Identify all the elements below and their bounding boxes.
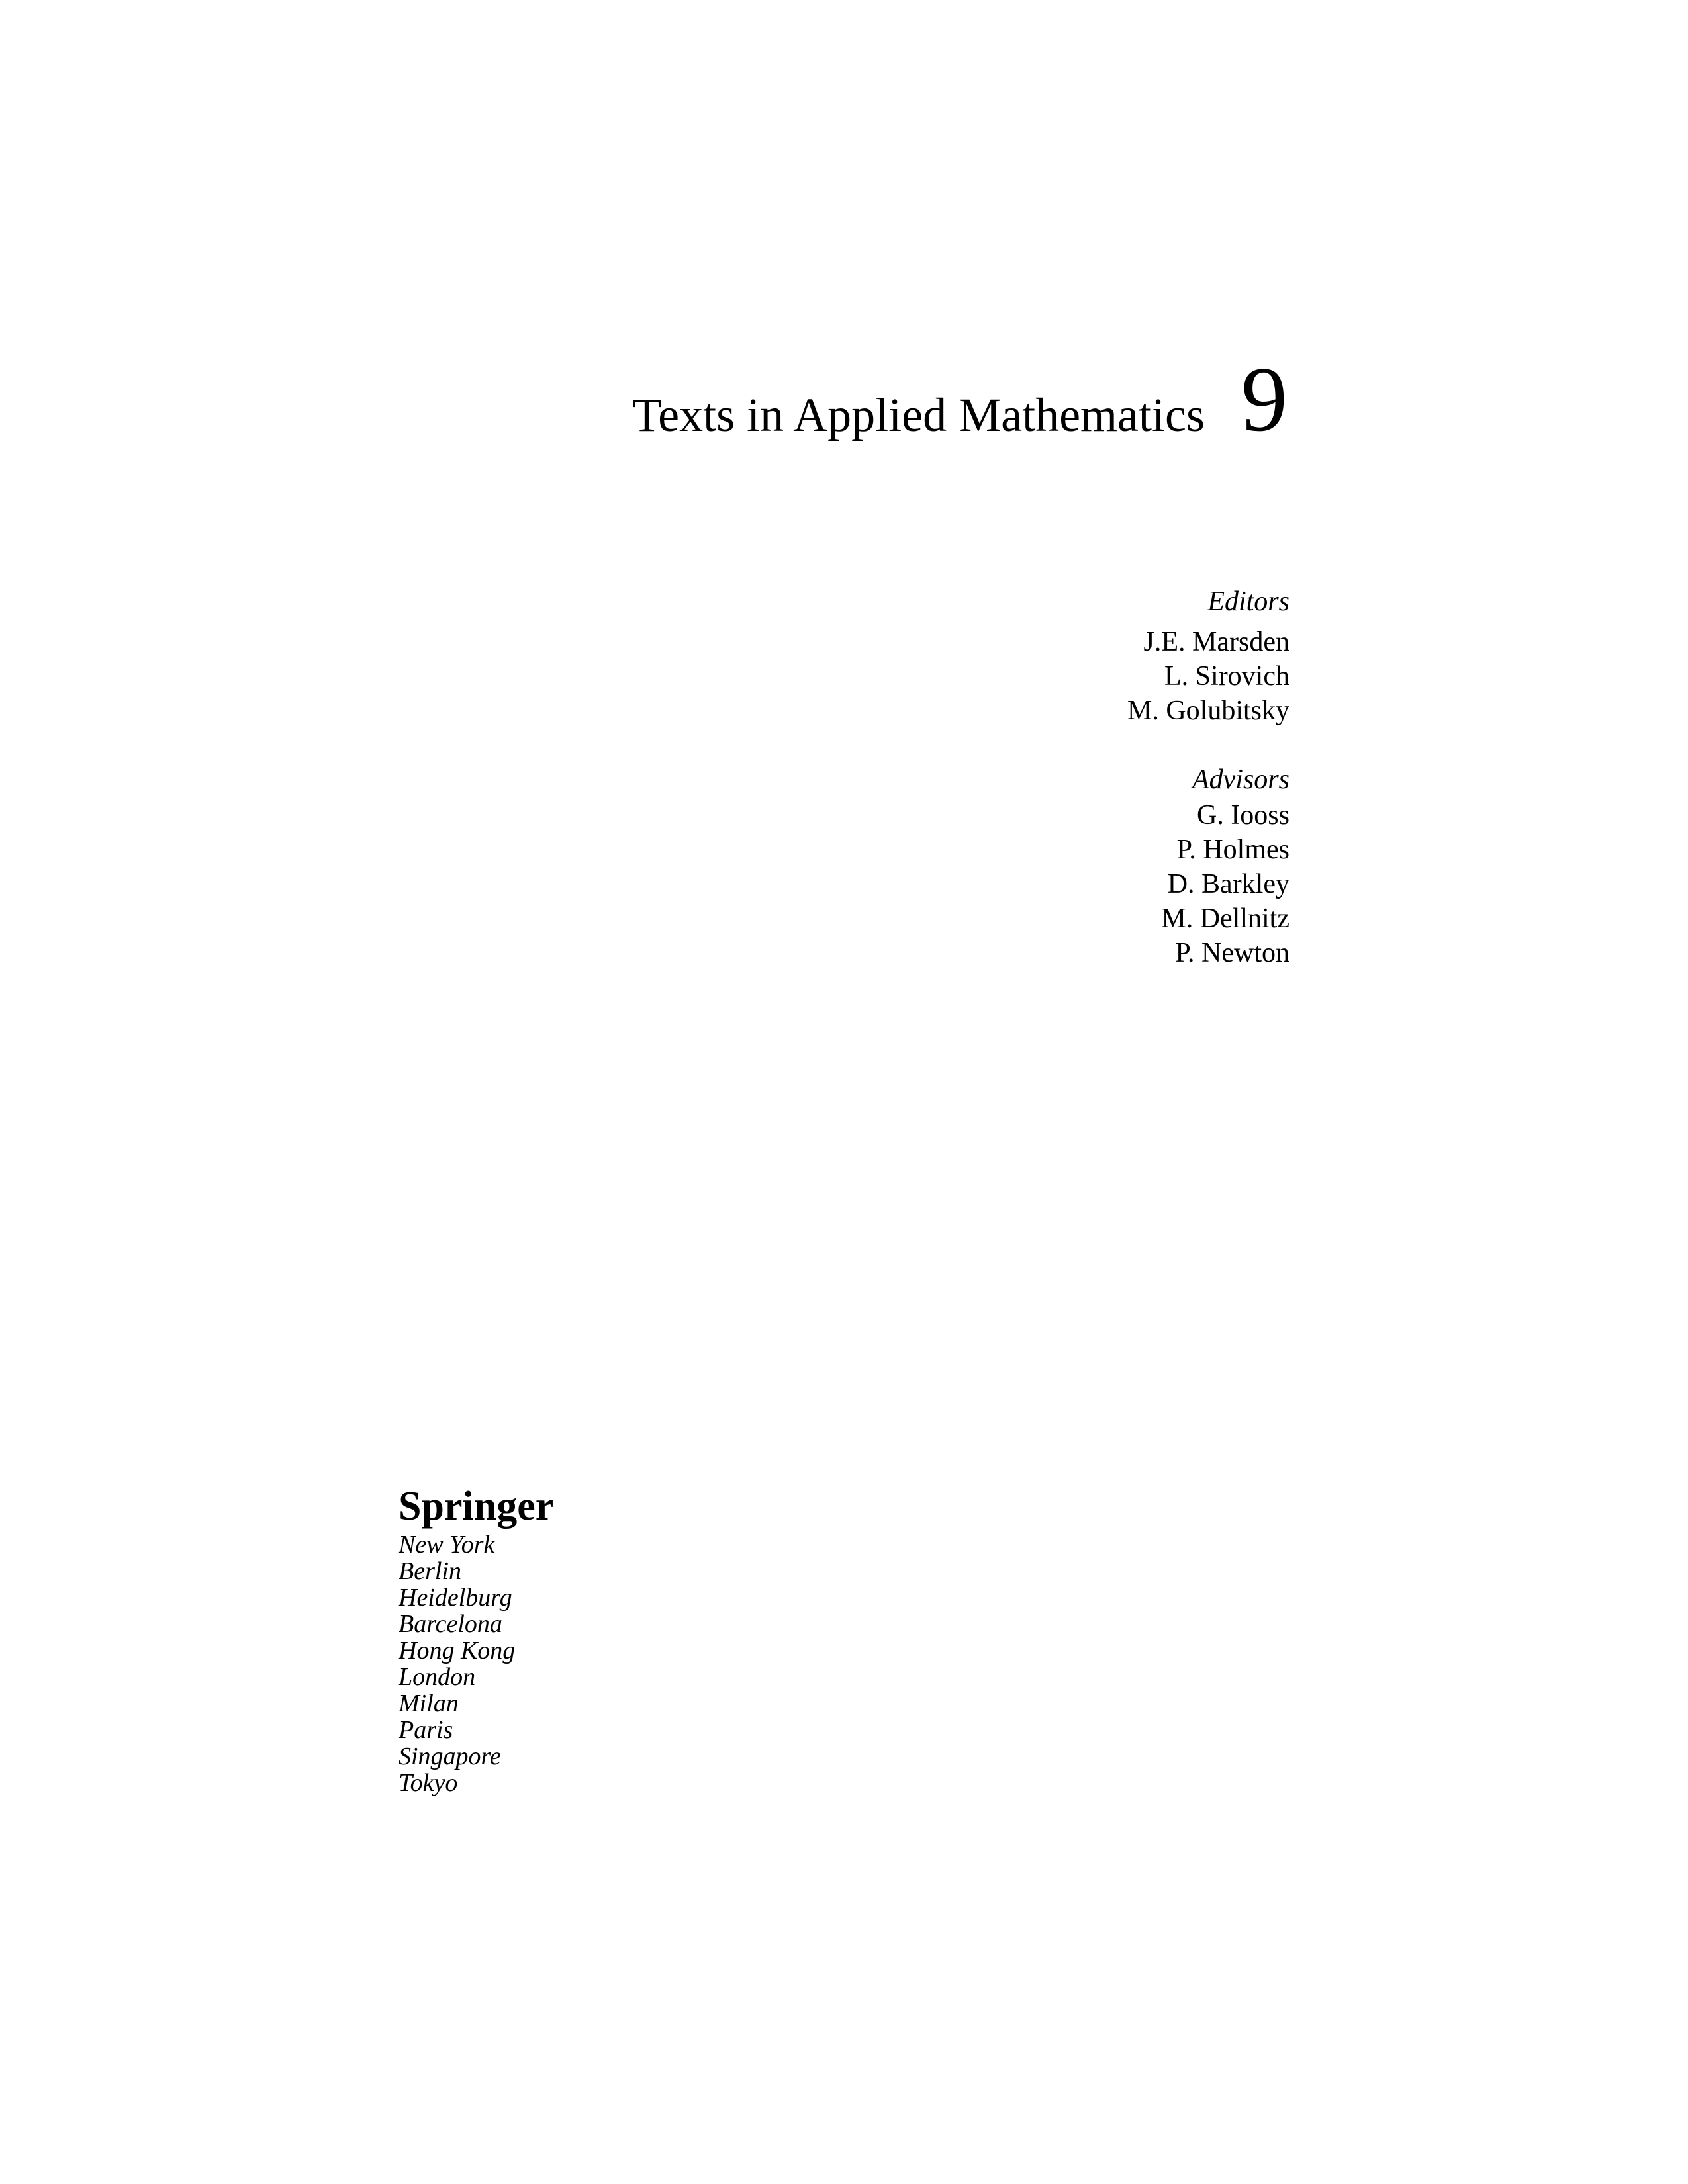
advisors-label: Advisors xyxy=(1192,764,1289,795)
city: Tokyo xyxy=(399,1769,458,1797)
editors-label: Editors xyxy=(1207,586,1289,617)
city: Heidelburg xyxy=(399,1584,512,1612)
publisher-name: Springer xyxy=(399,1484,554,1529)
city: Berlin xyxy=(399,1557,461,1585)
publisher-cities xyxy=(399,1531,515,1796)
advisor-name: P. Holmes xyxy=(1176,835,1289,865)
city: Paris xyxy=(399,1716,453,1744)
editor-name: M. Golubitsky xyxy=(1127,696,1289,726)
series-number: 9 xyxy=(1241,348,1288,451)
advisor-name: G. Iooss xyxy=(1196,800,1289,831)
advisor-name: D. Barkley xyxy=(1167,869,1289,899)
editor-name: J.E. Marsden xyxy=(1143,627,1289,657)
editor-name: L. Sirovich xyxy=(1164,661,1289,692)
series-title: Texts in Applied Mathematics xyxy=(632,388,1205,441)
editors-list xyxy=(1127,625,1289,728)
city: Singapore xyxy=(399,1743,501,1770)
city: Milan xyxy=(399,1690,459,1717)
advisor-name: P. Newton xyxy=(1175,938,1289,968)
city: Barcelona xyxy=(399,1610,502,1638)
advisors-list xyxy=(1161,798,1289,970)
city: New York xyxy=(399,1531,495,1559)
city: Hong Kong xyxy=(399,1637,516,1664)
advisor-name: M. Dellnitz xyxy=(1161,903,1289,934)
city: London xyxy=(399,1663,476,1691)
